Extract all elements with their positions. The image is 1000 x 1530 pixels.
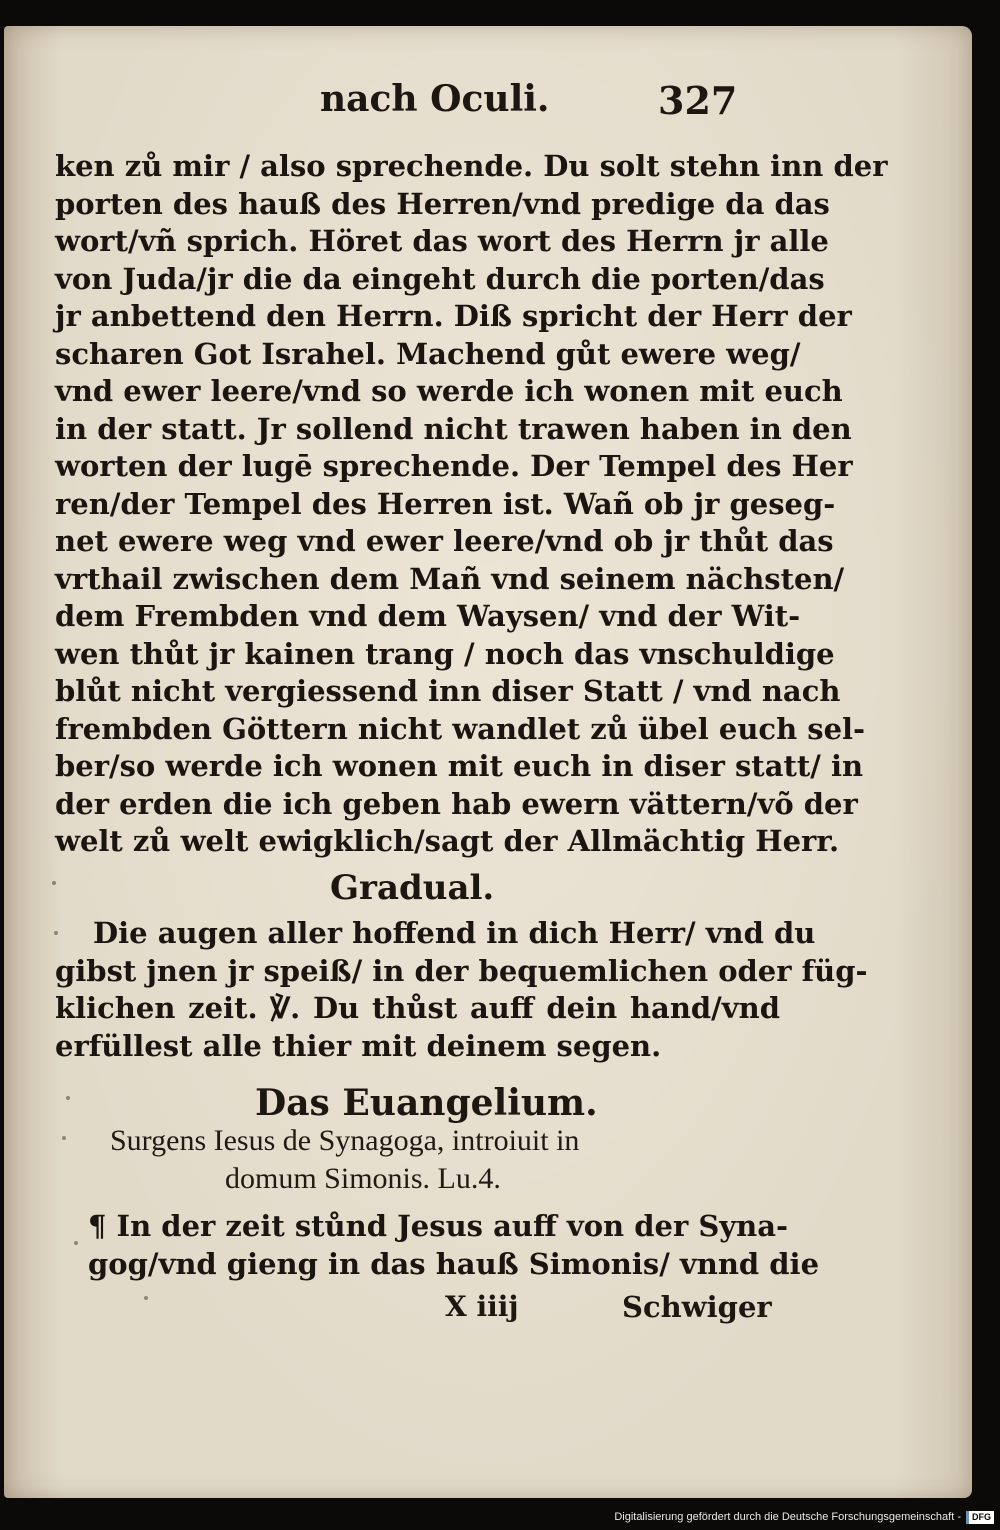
text-line: ber/so werde ich wonen mit euch in diser statt/ in [55,749,864,783]
paper-speck [66,1096,70,1100]
text-line: der erden die ich geben hab ewern vättern/võ der [55,786,858,821]
text-line: ken zů mir / also sprechende. Du solt stehn inn der [55,149,888,183]
paper-speck [52,881,56,885]
text-line: vrthail zwischen dem Mañ vnd seinem nächsten/ [55,561,845,596]
text-line: wort/vñ sprich. Höret das wort des Herrn jr alle [55,224,829,258]
latin-incipit-line: Surgens Iesus de Synagoga, introiuit in [110,1124,580,1157]
funding-footer [614,1508,994,1526]
text-line: klichen zeit. ℣. Du thůst auff dein hand/vnd [55,991,780,1025]
catchword: Schwiger [622,1290,772,1324]
text-line: gibst jnen jr speiß/ in der bequemlichen oder füg- [55,953,868,988]
paper-speck [144,1296,148,1300]
running-title: nach Oculi. [320,78,550,120]
main-text-block [55,148,888,861]
text-line: porten des hauß des Herren/vnd predige da das [55,186,830,221]
text-line: blůt nicht vergiessend inn diser Statt / vnd nach [55,674,841,708]
dfg-logo-icon: DFG [966,1511,994,1524]
gospel-text-block [88,1208,820,1283]
paper-speck [62,1136,66,1140]
text-line: vnd ewer leere/vnd so werde ich wonen mit euch [55,374,843,408]
text-line: scharen Got Israhel. Machend gůt ewere weg/ [55,336,801,371]
text-line: erfüllest alle thier mit deinem segen. [55,1028,662,1063]
text-line: Die augen aller hoffend in dich Herr/ vnd du [93,916,816,950]
text-line: ¶ In der zeit stůnd Jesus auff von der Syna- [88,1209,789,1243]
text-line: in der statt. Jr sollend nicht trawen haben in den [55,411,852,446]
text-line: worten der lugē sprechende. Der Tempel des Her [55,449,853,483]
gradual-text-block [55,915,868,1065]
gospel-heading: Das Euangelium. [255,1082,598,1124]
text-line: frembden Göttern nicht wandlet zů übel euch sel- [55,711,866,746]
text-line: jr anbettend den Herrn. Diß spricht der Herr der [55,299,852,333]
text-line: net ewere weg vnd ewer leere/vnd ob jr thůt das [55,524,834,558]
funding-note: Digitalisierung gefördert durch die Deutsche Forschungsgemeinschaft - [614,1511,961,1523]
text-line: welt zů welt ewigklich/sagt der Allmächtig Herr. [55,824,840,858]
page-header [0,78,1000,128]
gradual-heading: Gradual. [330,868,495,908]
paper-speck [74,1241,78,1245]
text-line: gog/vnd gieng in das hauß Simonis/ vnnd die [88,1246,820,1281]
text-line: dem Frembden vnd dem Waysen/ vnd der Wit- [55,599,801,633]
text-line: wen thůt jr kainen trang / noch das vnschuldige [55,636,835,671]
page-number: 327 [658,78,738,123]
text-line: von Juda/jr die da eingeht durch die porten/das [55,261,825,296]
text-line: ren/der Tempel des Herren ist. Wañ ob jr geseg- [55,486,836,521]
signature-mark: X iiij [445,1290,519,1323]
latin-incipit-line: domum Simonis. Lu.4. [225,1162,501,1195]
